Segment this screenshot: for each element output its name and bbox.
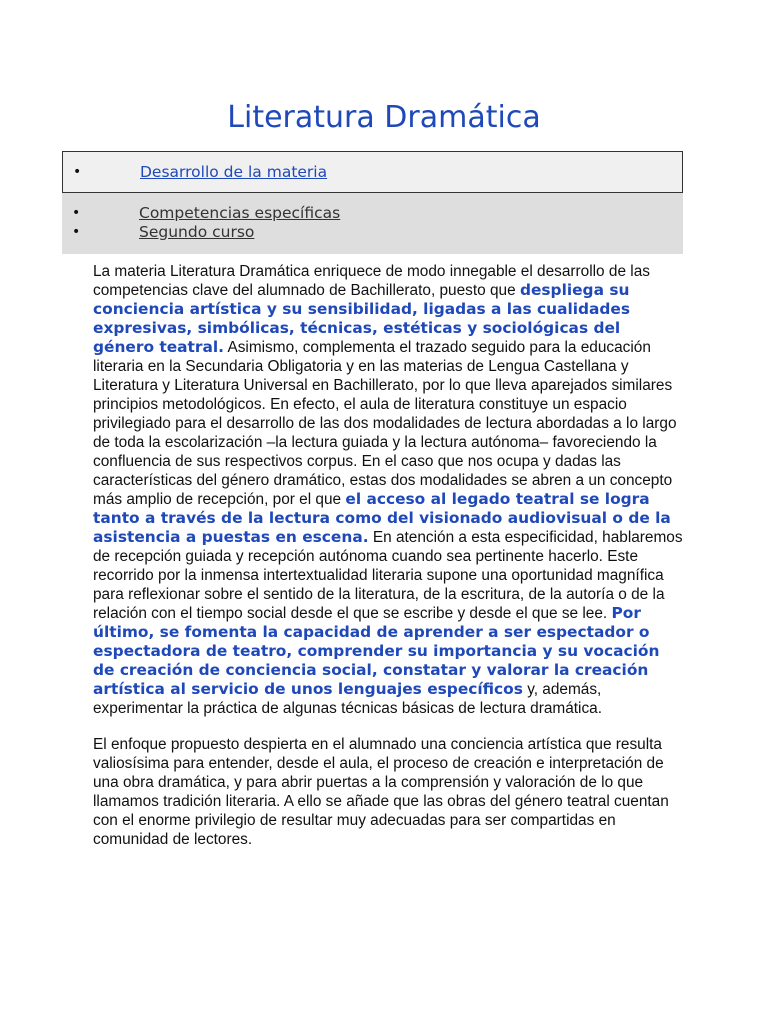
- highlight-capacidad-aprender: Por último, se fomenta la capacidad de aprender a ser espectador o espectadora de teatro, comprender su importancia y su vocación de creación de conciencia social, constatar y valorar la creación artística al servicio de unos lenguajes específicos: [93, 604, 660, 698]
- nav-item-desarrollo: [63, 163, 682, 182]
- paragraph-1-text-a: La materia Literatura Dramática enriquece de modo innegable el desarrollo de las competencias clave del alumnado de Bachillerato, puesto que: [93, 263, 650, 299]
- sub-nav: [62, 193, 683, 254]
- nav-link-competencias[interactable]: Competencias específicas: [139, 204, 341, 222]
- page-title: Literatura Dramática: [227, 100, 541, 135]
- nav-item-competencias: [62, 204, 683, 223]
- highlight-conciencia-artistica: despliega su conciencia artística y su sensibilidad, ligadas a las cualidades expresivas, simbólicas, técnicas, estéticas y sociológicas del género teatral.: [93, 281, 631, 356]
- bullet-icon: •: [72, 224, 81, 240]
- paragraph-1-text-d: y, además, experimentar la práctica de algunas técnicas básicas de lectura dramática.: [93, 681, 603, 717]
- paragraph-1: [93, 262, 683, 718]
- paragraph-1-text-c: En atención a esta especificidad, hablaremos de recepción guiada y recepción autónoma cuando sea pertinente hacerlo. Este recorrido por la inmensa intertextualidad literaria supone una oportunidad magnífica para reflexionar sobre el sentido de la literatura, de la escritura, de la autoría o de la relación con el tiempo social desde el que se escribe y desde el que se lee.: [93, 529, 683, 622]
- bullet-icon: •: [73, 164, 82, 180]
- nav-item-segundo-curso: [62, 223, 683, 242]
- bullet-icon: •: [72, 205, 81, 221]
- paragraph-1-text-b: Asimismo, complementa el trazado seguido para la educación literaria en la Secundaria Obligatoria y en las materias de Lengua Castellana y Literatura y Literatura Universal en Bachillerato, por lo que lleva aparejados similares principios metodológicos. En efecto, el aula de literatura constituye un espacio privilegiado para el desarrollo de las dos modalidades de lectura abordadas a lo largo de toda la escolarización –la lectura guiada y la lectura autónoma– favoreciendo la confluencia de sus respectivos corpus. En el caso que nos ocupa y dadas las características del género dramático, estas dos modalidades se abren a un concepto más amplio de recepción, por el que: [93, 339, 677, 508]
- highlight-legado-teatral: el acceso al legado teatral se logra tanto a través de la lectura como del visionado audiovisual o de la asistencia a puestas en escena.: [93, 490, 671, 546]
- nav-link-desarrollo[interactable]: Desarrollo de la materia: [140, 163, 328, 181]
- main-content: [93, 262, 683, 866]
- paragraph-2: El enfoque propuesto despierta en el alumnado una conciencia artística que resulta valiosísima para entender, desde el aula, el proceso de creación e interpretación de una obra dramática, y para abrir puertas a la comprensión y valoración de lo que llamamos tradición literaria. A ello se añade que las obras del género teatral cuentan con el enorme privilegio de resultar muy adecuadas para ser compartidas en comunidad de lectores.: [93, 736, 669, 848]
- nav-active-box: [62, 151, 683, 193]
- nav-link-segundo-curso[interactable]: Segundo curso: [139, 223, 255, 241]
